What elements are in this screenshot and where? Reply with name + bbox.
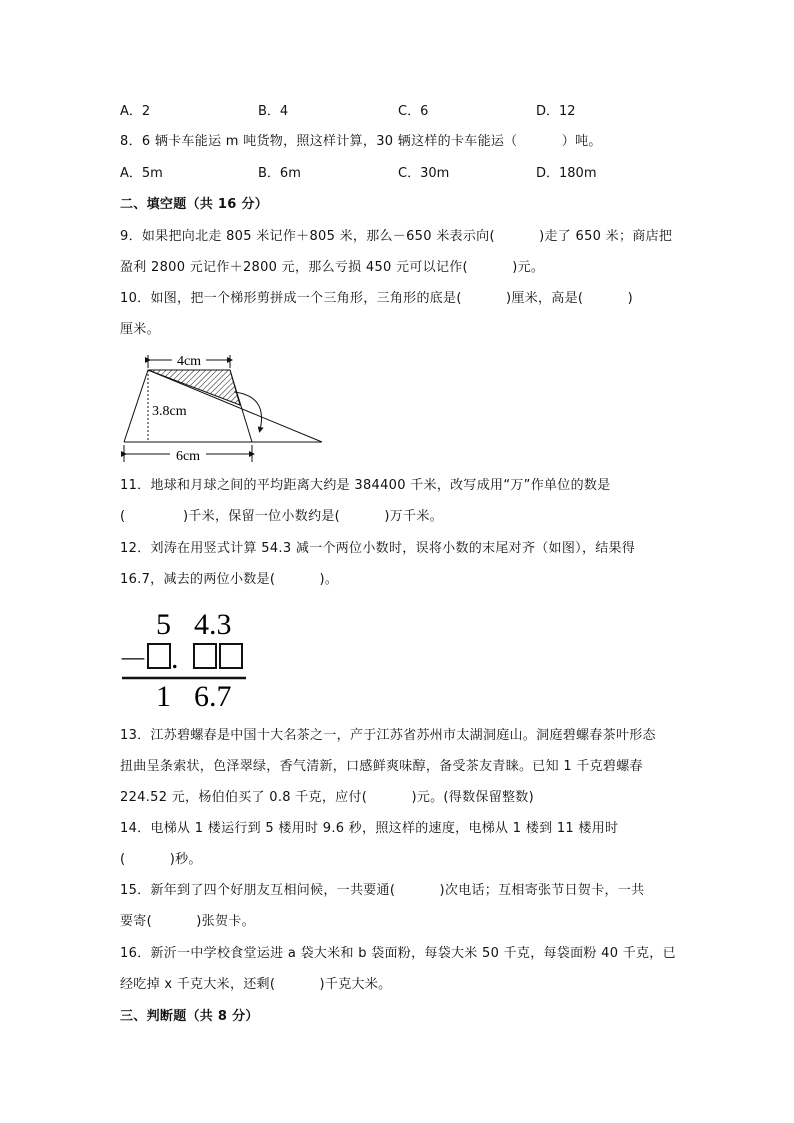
q11-line-1: 11．地球和月球之间的平均距离大约是 384400 千米，改写成用“万”作单位的数是 (120, 478, 611, 493)
trapezoid-figure (118, 350, 328, 465)
q16-line-1: 16．新沂一中学校食堂运进 a 袋大米和 b 袋面粉，每袋大米 50 千克，每袋面粉 40 千克，已 (120, 946, 676, 961)
q7-option-d: D．12 (536, 104, 576, 119)
vertical-subtraction-figure (118, 600, 253, 712)
q9-line-1: 9．如果把向北走 805 米记作＋805 米，那么－650 米表示向( )走了 650 米；商店把 (120, 229, 673, 244)
digit-box-2 (194, 644, 216, 668)
q11-line-2: ( )千米，保留一位小数约是( )万千米。 (120, 509, 443, 524)
q10-line-2: 厘米。 (120, 322, 160, 337)
row1-tens-digit: 5 (156, 608, 171, 641)
q7-option-c: C．6 (398, 104, 429, 119)
q13-line-1: 13．江苏碧螺春是中国十大名茶之一，产于江苏省苏州市太湖洞庭山。洞庭碧螺春茶叶形态 (120, 728, 656, 743)
q8-option-a: A．5m (120, 166, 163, 181)
minus-sign: － (118, 644, 148, 677)
q12-line-1: 12．刘涛在用竖式计算 54.3 减一个两位小数时，误将小数的末尾对齐（如图），结果得 (120, 541, 636, 556)
q8-option-d: D．180m (536, 166, 597, 181)
q16-line-2: 经吃掉 x 千克大米，还剩( )千克大米。 (120, 977, 392, 992)
height-label: 3.8cm (152, 404, 187, 419)
q9-line-2: 盈利 2800 元记作＋2800 元，那么亏损 450 元可以记作( )元。 (120, 260, 545, 275)
q12-line-2: 16.7，减去的两位小数是( )。 (120, 572, 339, 587)
q15-line-1: 15．新年到了四个好朋友互相问候，一共要通( )次电话；互相寄张节日贺卡，一共 (120, 883, 645, 898)
digit-box-3 (220, 644, 242, 668)
q13-line-3: 224.52 元，杨伯伯买了 0.8 千克，应付( )元。(得数保留整数) (120, 790, 534, 805)
result-decimal-part: 6.7 (194, 680, 232, 712)
decimal-point: . (171, 642, 179, 675)
section2-title: 二、填空题（共 16 分） (120, 197, 269, 212)
row1-decimal-part: 4.3 (194, 608, 232, 641)
q14-line-1: 14．电梯从 1 楼运行到 5 楼用时 9.6 秒，照这样的速度，电梯从 1 楼到 11 楼用时 (120, 821, 619, 836)
q15-line-2: 要寄( )张贺卡。 (120, 914, 255, 929)
q13-line-2: 扭曲呈条索状，色泽翠绿，香气清新，口感鲜爽味醇，备受茶友青睐。已知 1 千克碧螺春 (120, 759, 643, 774)
bottom-dimension-label: 6cm (175, 449, 201, 464)
q14-line-2: ( )秒。 (120, 852, 202, 867)
digit-box-1 (148, 644, 170, 668)
q8-stem: 8．6 辆卡车能运 m 吨货物，照这样计算，30 辆这样的卡车能运（ ）吨。 (120, 134, 602, 149)
result-tens-digit: 1 (156, 680, 171, 712)
q8-option-c: C．30m (398, 166, 450, 181)
top-dimension-label: 4cm (176, 354, 202, 369)
q8-option-b: B．6m (258, 166, 301, 181)
q7-option-b: B．4 (258, 104, 289, 119)
q10-line-1: 10．如图，把一个梯形剪拼成一个三角形，三角形的底是( )厘米，高是( ) (120, 291, 633, 306)
section3-title: 三、判断题（共 8 分） (120, 1009, 259, 1024)
q7-option-a: A．2 (120, 104, 151, 119)
